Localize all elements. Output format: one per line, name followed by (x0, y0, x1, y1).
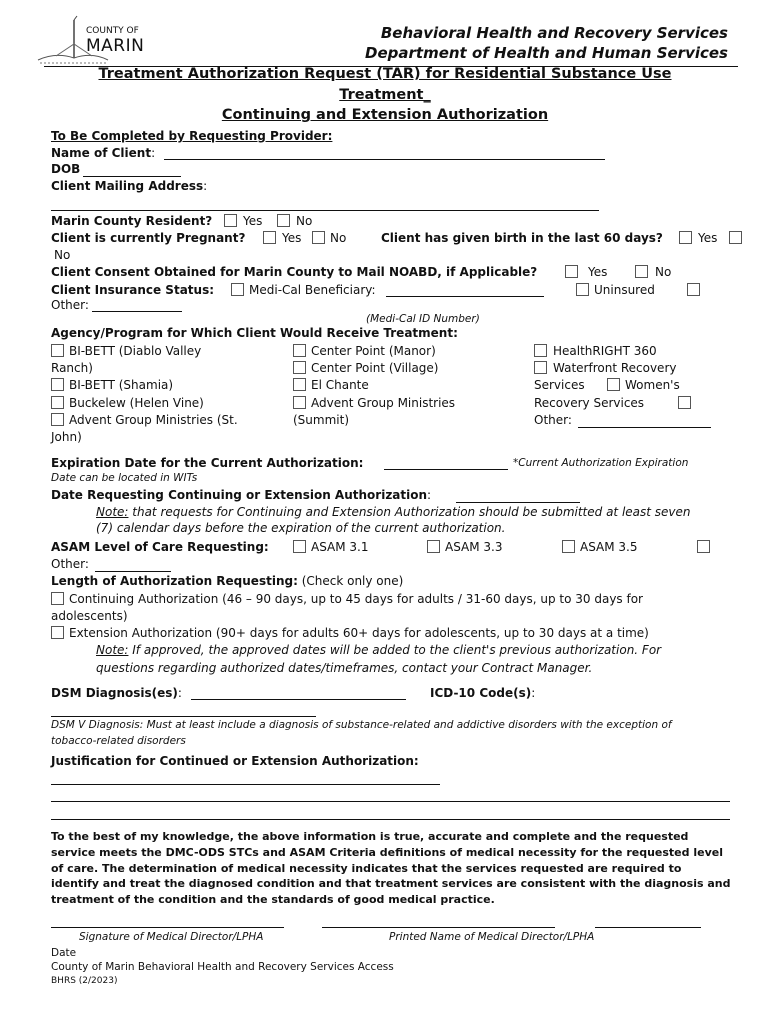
provider-heading: To Be Completed by Requesting Provider: (51, 129, 333, 143)
dsm-note-2: tobacco-related disorders (51, 735, 186, 747)
pregnant-no-label: No (330, 231, 347, 245)
signature-line[interactable] (51, 927, 284, 928)
agency-col1-line2: Ranch) (51, 361, 93, 375)
agency-col1-line3: BI-BETT (Shamia) (69, 378, 174, 392)
el-chante-checkbox[interactable] (293, 378, 306, 391)
name-field-label: Name of Client: (51, 146, 156, 160)
medi-cal-label: Medi-Cal Beneficiary: (249, 283, 376, 297)
footer-line-1: County of Marin Behavioral Health and Recovery Services Access (51, 961, 394, 973)
asam-other-checkbox[interactable] (697, 540, 710, 553)
agency-col3-line4: Women's (625, 378, 680, 392)
attestation-paragraph: To the best of my knowledge, the above information is true, accurate and complete and the requested service meets the DMC-ODS STCs and ASAM Criteria definitions of medical necessity for the requested level of care. The determination of medical necessity indicates that the services requested are required to identify and treat the diagnosed condition and that treatment services are consistent with the diagnosis and treatment of the condition and the standards of good medical practice. (51, 830, 731, 907)
dob-label: DOB (51, 162, 81, 176)
asam-33-checkbox[interactable] (427, 540, 440, 553)
agency-col1-line4: Buckelew (Helen Vine) (69, 396, 204, 410)
agency-col3-line2: Waterfront Recovery (553, 361, 677, 375)
asam-35-label: ASAM 3.5 (580, 540, 638, 554)
insurance-other-checkbox[interactable] (687, 283, 700, 296)
asam-31-label: ASAM 3.1 (311, 540, 369, 554)
resident-yes-label: Yes (243, 214, 263, 228)
uninsured-label: Uninsured (594, 283, 655, 297)
asam-other-line[interactable] (95, 571, 171, 572)
birth-no-label: No (54, 248, 71, 262)
date-line[interactable] (595, 927, 701, 928)
pregnant-yes-checkbox[interactable] (263, 231, 276, 244)
insurance-other-line[interactable] (92, 311, 182, 312)
resident-no-label: No (296, 214, 313, 228)
birth-yes-checkbox[interactable] (679, 231, 692, 244)
medi-cal-id-caption: (Medi-Cal ID Number) (366, 313, 480, 325)
pregnant-label: Client is currently Pregnant? (51, 231, 246, 245)
dsm-note-1: DSM V Diagnosis: Must at least include a diagnosis of substance-related and addictive disorders with the exception of (51, 719, 672, 731)
center-point-village-checkbox[interactable] (293, 361, 306, 374)
dsm-input-line-2[interactable] (51, 716, 316, 717)
birth-label: Client has given birth in the last 60 days? (381, 231, 663, 245)
extension-line: Extension Authorization (90+ days for adults 60+ days for adolescents, up to 30 days at a time) (69, 626, 649, 640)
medi-cal-id-line[interactable] (386, 296, 544, 297)
agency-other-line[interactable] (578, 427, 711, 428)
length-label: Length of Authorization Requesting: (Check only one) (51, 574, 404, 588)
signature-caption: Signature of Medical Director/LPHA (79, 931, 264, 943)
womens-recovery-checkbox[interactable] (607, 378, 620, 391)
title-line-2: Treatment_ (339, 87, 431, 103)
extension-authorization-checkbox[interactable] (51, 626, 64, 639)
bi-bett-diablo-checkbox[interactable] (51, 344, 64, 357)
logo-county-of: COUNTY OF (86, 26, 139, 36)
resident-no-checkbox[interactable] (277, 214, 290, 227)
justification-line-1[interactable] (51, 784, 440, 785)
agency-col2-line2: Center Point (Village) (311, 361, 439, 375)
requesting-note-1: Note: that requests for Continuing and Extension Authorization should be submitted at least seven (96, 505, 691, 519)
resident-label: Marin County Resident? (51, 214, 213, 228)
length-note-1: Note: If approved, the approved dates will be added to the client's previous authorization. For (96, 643, 662, 657)
title-line-3: Continuing and Extension Authorization (221, 107, 549, 123)
insurance-label: Client Insurance Status: (51, 283, 215, 297)
agency-col3-line1: HealthRIGHT 360 (553, 344, 657, 358)
pregnant-yes-label: Yes (282, 231, 302, 245)
justification-line-3[interactable] (51, 819, 730, 820)
agency-col2-line3: El Chante (311, 378, 369, 392)
asam-other-label: Other: (51, 557, 89, 571)
insurance-other-label: Other: (51, 298, 89, 312)
continuing-authorization-checkbox[interactable] (51, 592, 64, 605)
agency-col2-line4: Advent Group Ministries (311, 396, 456, 410)
requesting-field-label: Date Requesting Continuing or Extension Authorization: (51, 488, 432, 502)
dsm-input-line[interactable] (191, 699, 406, 700)
healthright-checkbox[interactable] (534, 344, 547, 357)
agency-col3-line6: Other: (534, 413, 572, 427)
medi-cal-checkbox[interactable] (231, 283, 244, 296)
dob-input-line[interactable] (83, 176, 181, 177)
resident-yes-checkbox[interactable] (224, 214, 237, 227)
footer-line-2: BHRS (2/2023) (51, 976, 118, 986)
consent-no-label: No (655, 265, 672, 279)
buckelew-checkbox[interactable] (51, 396, 64, 409)
expiration-note-1: *Current Authorization Expiration (513, 457, 689, 469)
center-point-manor-checkbox[interactable] (293, 344, 306, 357)
waterfront-checkbox[interactable] (534, 361, 547, 374)
agency-heading: Agency/Program for Which Client Would Receive Treatment: (51, 326, 458, 340)
agency-col1-line6: John) (51, 430, 82, 444)
dsm-field-label: DSM Diagnosis(es): (51, 686, 182, 700)
printed-name-caption: Printed Name of Medical Director/LPHA (389, 931, 595, 943)
logo-marin: MARIN (86, 36, 145, 56)
agency-col3-line5: Recovery Services (534, 396, 645, 410)
justification-label: Justification for Continued or Extension Authorization: (51, 754, 419, 768)
county-logo (36, 14, 146, 66)
pregnant-no-checkbox[interactable] (312, 231, 325, 244)
consent-no-checkbox[interactable] (635, 265, 648, 278)
title-line-1: Treatment Authorization Request (TAR) for Residential Substance Use (98, 66, 672, 82)
icd-field-label: ICD-10 Code(s): (430, 686, 536, 700)
expiration-input-line[interactable] (384, 469, 508, 470)
asam-33-label: ASAM 3.3 (445, 540, 503, 554)
requesting-input-line[interactable] (456, 502, 580, 503)
consent-yes-checkbox[interactable] (565, 265, 578, 278)
agency-other-checkbox[interactable] (678, 396, 691, 409)
birth-yes-label: Yes (698, 231, 718, 245)
length-note-2: questions regarding authorized dates/timeframes, contact your Contract Manager. (96, 661, 593, 675)
uninsured-checkbox[interactable] (576, 283, 589, 296)
birth-no-checkbox[interactable] (729, 231, 742, 244)
bi-bett-shamia-checkbox[interactable] (51, 378, 64, 391)
printed-name-line[interactable] (322, 927, 555, 928)
agency-col1-line1: BI-BETT (Diablo Valley (69, 344, 202, 358)
agency-col2-line5: (Summit) (293, 413, 350, 427)
advent-summit-checkbox[interactable] (293, 396, 306, 409)
asam-label: ASAM Level of Care Requesting: (51, 540, 269, 554)
continuing-line-2: adolescents) (51, 609, 128, 623)
address-field-label: Client Mailing Address: (51, 179, 208, 193)
continuing-line-1: Continuing Authorization (46 – 90 days, up to 45 days for adults / 31-60 days, up to 30 days for (69, 592, 643, 606)
agency-col3-line3: Services (534, 378, 585, 392)
agency-col1-line5: Advent Group Ministries (St. (69, 413, 238, 427)
header-line-1: Behavioral Health and Recovery Services (380, 24, 728, 42)
advent-st-john-checkbox[interactable] (51, 413, 64, 426)
header-line-2: Department of Health and Human Services (365, 44, 728, 62)
expiration-label: Expiration Date for the Current Authorization: (51, 456, 364, 470)
date-caption: Date (51, 947, 77, 959)
asam-35-checkbox[interactable] (562, 540, 575, 553)
name-input-line[interactable] (164, 159, 605, 160)
justification-line-2[interactable] (51, 801, 730, 802)
asam-31-checkbox[interactable] (293, 540, 306, 553)
agency-col2-line1: Center Point (Manor) (311, 344, 436, 358)
consent-label: Client Consent Obtained for Marin County to Mail NOABD, if Applicable? (51, 265, 538, 279)
expiration-note-2: Date can be located in WITs (51, 472, 198, 484)
consent-yes-label: Yes (588, 265, 608, 279)
address-input-line[interactable] (51, 210, 599, 211)
requesting-note-2: (7) calendar days before the expiration of the current authorization. (96, 521, 506, 535)
